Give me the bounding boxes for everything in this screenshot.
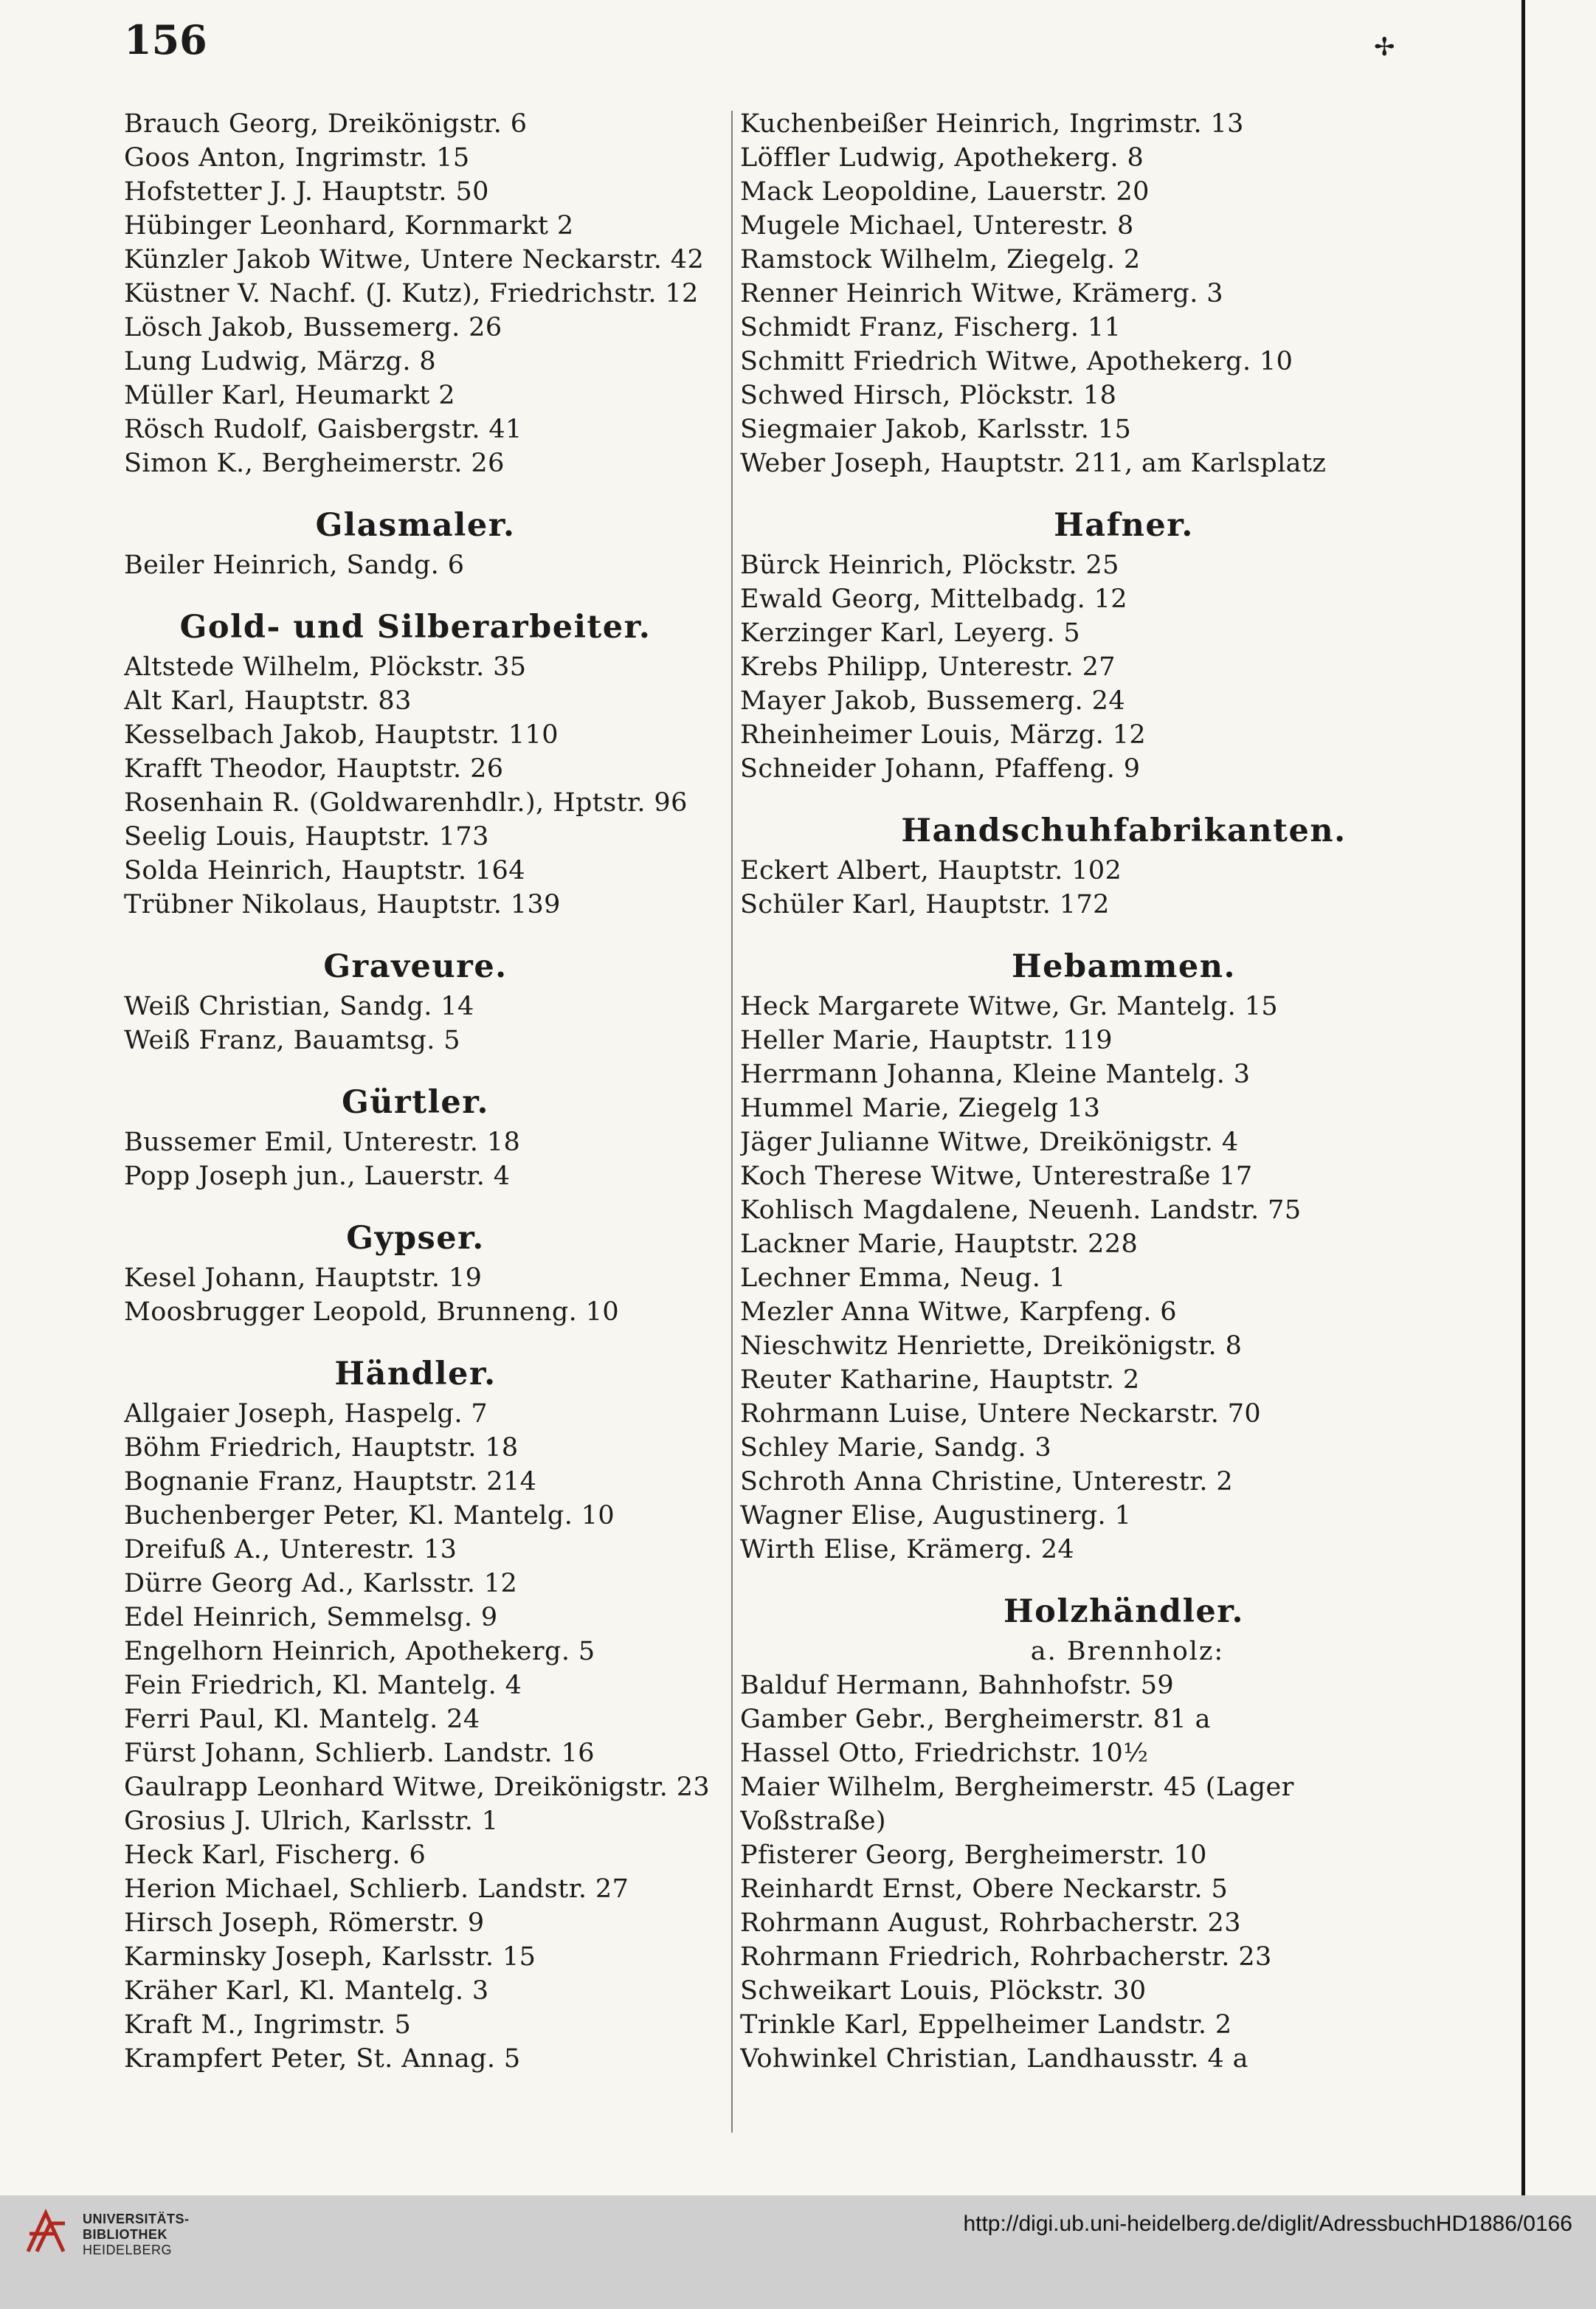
directory-entry: Schüler Karl, Hauptstr. 172 (740, 890, 1110, 919)
directory-entry: Mezler Anna Witwe, Karpfeng. 6 (740, 1297, 1177, 1327)
page-edge-rule (1521, 0, 1525, 2195)
directory-entry: Brauch Georg, Dreikönigstr. 6 (124, 109, 528, 139)
directory-entry: Hofstetter J. J. Hauptstr. 50 (124, 177, 489, 207)
directory-entry: Rosenhain R. (Goldwarenhdlr.), Hptstr. 96 (124, 788, 688, 818)
directory-entry: Vohwinkel Christian, Landhausstr. 4 a (740, 2044, 1248, 2074)
directory-entry: Rohrmann August, Rohrbacherstr. 23 (740, 1908, 1241, 1938)
section-heading: Gold- und Silberarbeiter. (179, 609, 652, 646)
directory-entry: Trinkle Karl, Eppelheimer Landstr. 2 (740, 2010, 1232, 2040)
section-heading: Gürtler. (342, 1084, 489, 1121)
directory-entry: Lösch Jakob, Bussemerg. 26 (124, 313, 502, 342)
directory-entry: Voßstraße) (740, 1806, 886, 1836)
directory-entry: Weiß Franz, Bauamtsg. 5 (124, 1026, 460, 1055)
directory-entry: Lackner Marie, Hauptstr. 228 (740, 1229, 1139, 1259)
directory-entry: Edel Heinrich, Semmelsg. 9 (124, 1603, 498, 1632)
directory-entry: Jäger Julianne Witwe, Dreikönigstr. 4 (740, 1128, 1239, 1157)
section-heading: Händler. (334, 1356, 497, 1392)
left-column (124, 107, 719, 2076)
directory-entry: Popp Joseph jun., Lauerstr. 4 (124, 1162, 511, 1191)
directory-entry: Lechner Emma, Neug. 1 (740, 1263, 1066, 1293)
directory-entry: Heck Karl, Fischerg. 6 (124, 1840, 426, 1870)
directory-entry: Maier Wilhelm, Bergheimerstr. 45 (Lager (740, 1773, 1294, 1802)
directory-entry: Eckert Albert, Hauptstr. 102 (740, 856, 1122, 886)
logo-line-1: UNIVERSITÄTS- (83, 2212, 190, 2226)
section-heading: Holzhändler. (1003, 1593, 1244, 1630)
directory-entry: Trübner Nikolaus, Hauptstr. 139 (124, 890, 561, 919)
directory-entry: Altstede Wilhelm, Plöckstr. 35 (124, 652, 527, 682)
directory-entry: Schmidt Franz, Fischerg. 11 (740, 313, 1122, 342)
directory-entry: Koch Therese Witwe, Unterestraße 17 (740, 1162, 1253, 1191)
directory-entry: Bürck Heinrich, Plöckstr. 25 (740, 550, 1119, 580)
directory-entry: Ferri Paul, Kl. Mantelg. 24 (124, 1705, 480, 1734)
directory-entry: Küstner V. Nachf. (J. Kutz), Friedrichstr. 12 (124, 279, 699, 308)
page-number: 156 (124, 16, 207, 63)
directory-entry: Reuter Katharine, Hauptstr. 2 (740, 1365, 1140, 1395)
directory-entry: Schneider Johann, Pfaffeng. 9 (740, 754, 1141, 784)
section-heading: Hafner. (1054, 507, 1194, 544)
directory-entry: Rheinheimer Louis, Märzg. 12 (740, 720, 1147, 750)
directory-entry: Lung Ludwig, Märzg. 8 (124, 347, 437, 376)
directory-entry: Goos Anton, Ingrimstr. 15 (124, 143, 470, 173)
directory-entry: Ramstock Wilhelm, Ziegelg. 2 (740, 245, 1141, 275)
directory-entry: Heck Margarete Witwe, Gr. Mantelg. 15 (740, 992, 1279, 1021)
directory-entry: Siegmaier Jakob, Karlsstr. 15 (740, 415, 1132, 444)
directory-entry: Gaulrapp Leonhard Witwe, Dreikönigstr. 23 (124, 1773, 711, 1802)
directory-entry: Kohlisch Magdalene, Neuenh. Landstr. 75 (740, 1195, 1302, 1225)
directory-entry: Wirth Elise, Krämerg. 24 (740, 1535, 1075, 1564)
directory-entry: Karminsky Joseph, Karlsstr. 15 (124, 1942, 536, 1972)
source-url-link[interactable]: http://digi.ub.uni-heidelberg.de/diglit/AdressbuchHD1886/0166 (963, 2212, 1572, 2236)
directory-entry: Mugele Michael, Unterestr. 8 (740, 211, 1134, 241)
directory-entry: Schweikart Louis, Plöckstr. 30 (740, 1976, 1147, 2006)
directory-entry: Wagner Elise, Augustinerg. 1 (740, 1501, 1132, 1530)
section-heading: Glasmaler. (315, 507, 516, 544)
directory-entry: Rohrmann Luise, Untere Neckarstr. 70 (740, 1399, 1262, 1429)
directory-entry: Schroth Anna Christine, Unterestr. 2 (740, 1467, 1234, 1497)
directory-entry: Löffler Ludwig, Apothekerg. 8 (740, 143, 1144, 173)
directory-entry: Hirsch Joseph, Römerstr. 9 (124, 1908, 485, 1938)
directory-entry: Reinhardt Ernst, Obere Neckarstr. 5 (740, 1874, 1229, 1904)
directory-entry: Simon K., Bergheimerstr. 26 (124, 449, 505, 478)
directory-entry: Dürre Georg Ad., Karlsstr. 12 (124, 1569, 518, 1598)
library-logo-icon (24, 2209, 71, 2256)
logo-line-3: HEIDELBERG (83, 2243, 173, 2257)
directory-entry: Gamber Gebr., Bergheimerstr. 81 a (740, 1705, 1211, 1734)
directory-entry: Mack Leopoldine, Lauerstr. 20 (740, 177, 1150, 207)
directory-entry: Nieschwitz Henriette, Dreikönigstr. 8 (740, 1331, 1243, 1361)
directory-entry: Herion Michael, Schlierb. Landstr. 27 (124, 1874, 629, 1904)
directory-entry: Kerzinger Karl, Leyerg. 5 (740, 618, 1081, 648)
directory-entry: Bognanie Franz, Hauptstr. 214 (124, 1467, 537, 1497)
directory-entry: Hübinger Leonhard, Kornmarkt 2 (124, 211, 574, 241)
directory-entry: Kesel Johann, Hauptstr. 19 (124, 1263, 483, 1293)
directory-entry: Allgaier Joseph, Haspelg. 7 (124, 1399, 488, 1429)
directory-entry: Engelhorn Heinrich, Apothekerg. 5 (124, 1637, 595, 1666)
directory-entry: Alt Karl, Hauptstr. 83 (124, 686, 412, 716)
directory-entry: Fürst Johann, Schlierb. Landstr. 16 (124, 1739, 595, 1768)
corner-mark: ✢ (1374, 32, 1395, 62)
directory-entry: Pfisterer Georg, Bergheimerstr. 10 (740, 1840, 1207, 1870)
directory-entry: Moosbrugger Leopold, Brunneng. 10 (124, 1297, 620, 1327)
directory-entry: Ewald Georg, Mittelbadg. 12 (740, 584, 1127, 614)
directory-entry: Künzler Jakob Witwe, Untere Neckarstr. 42 (124, 245, 705, 275)
logo-line-2: BIBLIOTHEK (83, 2227, 167, 2242)
section-heading: Graveure. (323, 948, 508, 985)
directory-entry: Krafft Theodor, Hauptstr. 26 (124, 754, 504, 784)
directory-entry: Balduf Hermann, Bahnhofstr. 59 (740, 1671, 1175, 1700)
directory-entry: Weber Joseph, Hauptstr. 211, am Karlsplatz (740, 449, 1327, 478)
section-heading: Hebammen. (1011, 948, 1236, 985)
directory-entry: Herrmann Johanna, Kleine Mantelg. 3 (740, 1060, 1251, 1089)
directory-entry: Kräher Karl, Kl. Mantelg. 3 (124, 1976, 489, 2006)
directory-entry: Bussemer Emil, Unterestr. 18 (124, 1128, 521, 1157)
directory-entry: Krebs Philipp, Unterestr. 27 (740, 652, 1116, 682)
directory-entry: Renner Heinrich Witwe, Krämerg. 3 (740, 279, 1223, 308)
directory-entry: Böhm Friedrich, Hauptstr. 18 (124, 1433, 519, 1463)
section-heading: Handschuhfabrikanten. (901, 812, 1347, 849)
directory-entry: Müller Karl, Heumarkt 2 (124, 381, 455, 410)
directory-entry: Heller Marie, Hauptstr. 119 (740, 1026, 1113, 1055)
directory-entry: Krampfert Peter, St. Annag. 5 (124, 2044, 521, 2074)
directory-entry: Mayer Jakob, Bussemerg. 24 (740, 686, 1126, 716)
directory-entry: Schley Marie, Sandg. 3 (740, 1433, 1052, 1463)
directory-entry: Seelig Louis, Hauptstr. 173 (124, 822, 489, 852)
directory-entry: Dreifuß A., Unterestr. 13 (124, 1535, 457, 1564)
directory-entry: Kesselbach Jakob, Hauptstr. 110 (124, 720, 559, 750)
directory-entry: Schmitt Friedrich Witwe, Apothekerg. 10 (740, 347, 1293, 376)
column-divider (731, 111, 733, 2133)
directory-entry: Kraft M., Ingrimstr. 5 (124, 2010, 412, 2040)
directory-entry: Kuchenbeißer Heinrich, Ingrimstr. 13 (740, 109, 1244, 139)
directory-entry: Beiler Heinrich, Sandg. 6 (124, 550, 465, 580)
directory-entry: Grosius J. Ulrich, Karlsstr. 1 (124, 1806, 499, 1836)
directory-entry: Rohrmann Friedrich, Rohrbacherstr. 23 (740, 1942, 1272, 1972)
directory-entry: Hummel Marie, Ziegelg 13 (740, 1094, 1101, 1123)
section-subheading: a. Brennholz: (1030, 1637, 1225, 1666)
footer-bar (0, 2195, 1596, 2309)
directory-entry: Fein Friedrich, Kl. Mantelg. 4 (124, 1671, 522, 1700)
section-heading: Gypser. (346, 1220, 485, 1257)
directory-entry: Rösch Rudolf, Gaisbergstr. 41 (124, 415, 522, 444)
right-column (740, 107, 1515, 2076)
directory-entry: Solda Heinrich, Hauptstr. 164 (124, 856, 525, 886)
directory-entry: Schwed Hirsch, Plöckstr. 18 (740, 381, 1117, 410)
library-logo-text (83, 2212, 190, 2258)
directory-entry: Weiß Christian, Sandg. 14 (124, 992, 474, 1021)
directory-entry: Hassel Otto, Friedrichstr. 10½ (740, 1739, 1149, 1768)
directory-entry: Buchenberger Peter, Kl. Mantelg. 10 (124, 1501, 615, 1530)
